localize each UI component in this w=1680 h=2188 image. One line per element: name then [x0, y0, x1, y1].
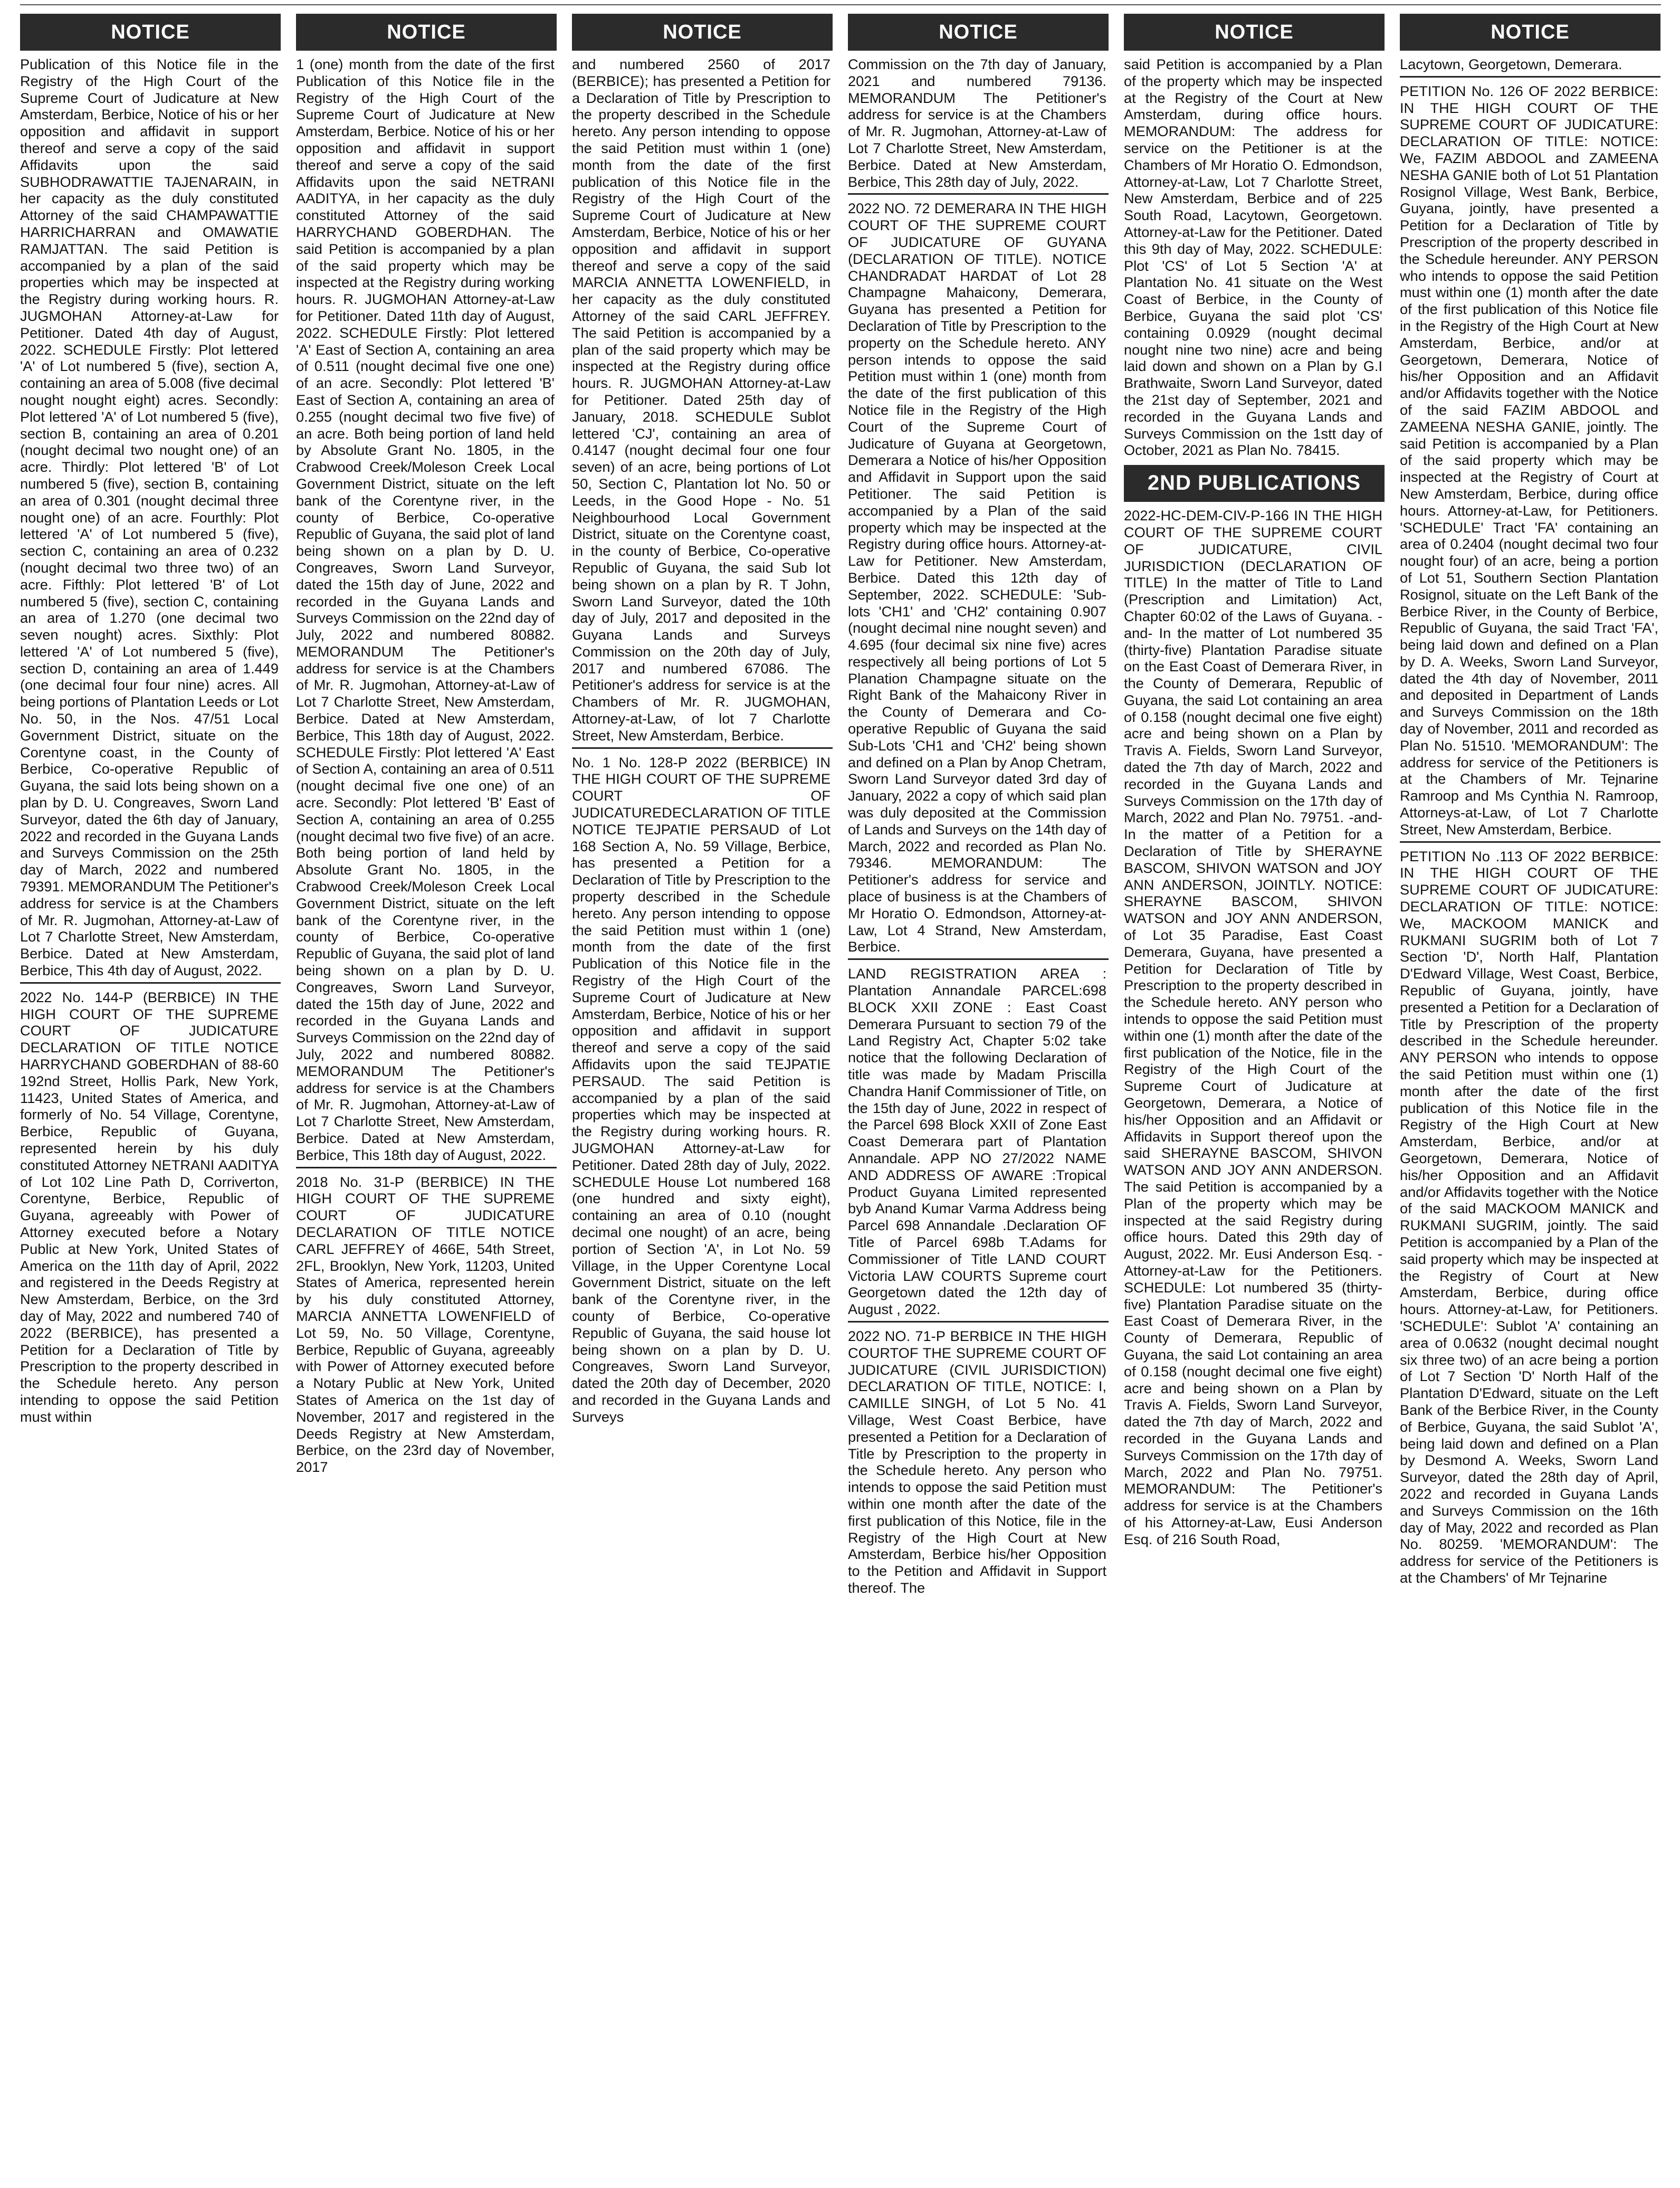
column-body — [1124, 56, 1385, 1548]
notice-paragraph: LAND REGISTRATION AREA : Plantation Annandale PARCEL:698 BLOCK XXII ZONE : East Coast Demerara Pursuant to section 79 of the Land Registry Act, Chapter 5:02 take notice that the following Declaration of title was made by Madam Priscilla Chandra Hanif Commissioner of Title, on the 15th day of June, 2022 in respect of the Parcel 698 Block XXII of Zone East Coast Demerara part of Plantation Annandale. APP NO 27/2022 NAME AND ADDRESS OF AWARE :Tropical Product Guyana Limited represented byb Anand Kumar Varma Address being Parcel 698 Annandale .Declaration OF Title of Parcel 698b T.Adams for Commissioner of Title LAND COURT Victoria LAW COURTS Supreme court Georgetown dated the 12th day of August , 2022. — [848, 965, 1106, 1318]
column-body — [20, 56, 281, 1425]
notice-divider — [572, 747, 833, 749]
notice-divider — [20, 982, 281, 984]
notice-paragraph: 2022 NO. 72 DEMERARA IN THE HIGH COURT OF THE SUPREME COURT OF JUDICATURE OF GUYANA (DECLARATION OF TITLE). NOTICE CHANDRADAT HARDAT of Lot 28 Champagne Mahaicony, Demerara, Guyana has presented a Petition for Declaration of Title by Prescription to the property on the Schedule hereto. ANY person intends to oppose the said Petition must within 1 (one) month from the date of the first publication of this Notice file in the Registry of the High Court of the Supreme Court of Judicature of Guyana at Georgetown, Demerara a Notice of his/her Opposition and Affidavit in Support upon the said Petitioner. The said Petition is accompanied by a Plan of the said property which may be inspected at the Registry during office hours. Attorney-at-Law for Petitioner. New Amsterdam, Berbice. Dated this 12th day of September, 2022. SCHEDULE: 'Sub-lots 'CH1' and 'CH2' containing 0.907 (nought decimal nine nought seven) and 4.695 (four decimal six nine five) acres respectively all being portions of Lot 5 Planation Champagne situate on the Right Bank of the Mahaicony River in the County of Demerara and Co-operative Republic of Guyana the said Sub-Lots 'CH1 and 'CH2' being shown and defined on a Plan by Anop Chetram, Sworn Land Surveyor dated 3rd day of January, 2022 a copy of which said plan was duly deposited at the Commission of Lands and Surveys on the 14th day of March, 2022 and recorded as Plan No. 79346. MEMORANDUM: The Petitioner's address for service and place of business is at the Chambers of Mr Horatio O. Edmondson, Attorney-at-Law, Lot 4 Strand, New Amsterdam, Berbice. — [848, 200, 1106, 955]
notice-banner: NOTICE — [1400, 14, 1660, 51]
notice-paragraph: Commission on the 7th day of January, 2021 and numbered 79136. MEMORANDUM The Petitioner's address for service is at the Chambers of Mr. R. Jugmohan, Attorney-at-Law of Lot 7 Charlotte Street, New Amsterdam, Berbice. Dated at New Amsterdam, Berbice, This 28th day of July, 2022. — [848, 56, 1106, 190]
top-rule — [20, 4, 1661, 5]
column-1 — [20, 14, 281, 2183]
column-3 — [572, 14, 833, 2183]
notice-divider — [1400, 76, 1660, 78]
notice-banner: NOTICE — [20, 14, 281, 51]
notice-paragraph: Lacytown, Georgetown, Demerara. — [1400, 56, 1622, 72]
column-body — [572, 56, 833, 1425]
notice-paragraph: PETITION No .113 OF 2022 BERBICE: IN THE HIGH COURT OF THE SUPREME COURT OF JUDICATURE: DECLARATION OF TITLE: NOTICE: We, MACKOOM MANICK and RUKMANI SUGRIM both of Lot 7 Section 'D', North Half, Plantation D'Edward Village, West Coast, Berbice, Republic of Guyana, jointly, have presented a Petition for a Declaration of Title by Prescription of the property described in the Schedule hereunder. ANY PERSON who intends to oppose the said Petition must within one (1) month after the date of the first publication of this Notice file in the Registry of the High Court at New Amsterdam, Berbice, and/or at Georgetown, Demerara, Notice of his/her Opposition and an Affidavit and/or Affidavits together with the Notice of the said MACKOOM MANICK and RUKMANI SUGRIM, jointly. The said Petition is accompanied by a Plan of the said property which may be inspected at the Registry of Court at New Amsterdam, Berbice, during office hours. Attorney-at-Law, for Petitioners. 'SCHEDULE': Sublot 'A' containing an area of 0.0632 (nought decimal nought six three two) of an acre being a portion of Lot 7 Section 'D' North Half of the Plantation D'Edward, situate on the Left Bank of the Berbice River, in the County of Berbice, Guyana, the said Sublot 'A', being laid down and defined on a Plan by Desmond A. Weeks, Sworn Land Surveyor, dated the 28th day of April, 2022 and recorded in Guyana Lands and Surveys Commission on the 16th day of May, 2022 and recorded as Plan No. 80259. 'MEMORANDUM': The address for service of the Petitioners is at the Chambers' of Mr Tejnarine — [1400, 848, 1658, 1586]
column-4 — [848, 14, 1109, 2183]
notice-paragraph: Publication of this Notice file in the Registry of the High Court of the Supreme Court of Judicature at New Amsterdam, Berbice, Notice of his or her opposition and affidavit in support thereof and serve a copy of the said Affidavits upon the said SUBHODRAWATTIE TAJENARAIN, in her capacity as the duly constituted Attorney of the said CHAMPAWATTIE HARRICHARRAN and OMAWATIE RAMJATTAN. The said Petition is accompanied by a plan of the said properties which may be inspected at the Registry during working hours. R. JUGMOHAN Attorney-at-Law for Petitioner. Dated 4th day of August, 2022. SCHEDULE Firstly: Plot lettered 'A' of Lot numbered 5 (five), section A, containing an area of 5.008 (five decimal nought nought eight) acres. Secondly: Plot lettered 'A' of Lot numbered 5 (five), section B, containing an area of 0.201 (nought decimal two nought one) of an acre. Thirdly: Plot lettered 'B' of Lot numbered 5 (five), section B, containing an area of 0.301 (nought decimal three nought one) of an acre. Fourthly: Plot lettered 'A' of Lot numbered 5 (five), section C, containing an area of 0.232 (nought decimal two three two) of an acre. Fifthly: Plot lettered 'B' of Lot numbered 5 (five), section C, containing an area of 1.270 (one decimal two seven nought) acres. Sixthly: Plot lettered 'A' of Lot numbered 5 (five), section D, containing an area of 1.449 (one decimal four four nine) acres. All being portions of Plantation Leeds or Lot No. 50, in the Nos. 47/51 Local Government District, situate on the Corentyne coast, in the County of Berbice, Co-operative Republic of Guyana, the said lots being shown on a plan by D. U. Congreaves, Sworn Land Surveyor, dated the 6th day of January, 2022 and recorded in the Guyana Lands and Surveys Commission on the 25th day of March, 2022 and numbered 79391. MEMORANDUM The Petitioner's address for service is at the Chambers of Mr. R. Jugmohan, Attorney-at-Law of Lot 7 Charlotte Street, New Amsterdam, Berbice. Dated at New Amsterdam, Berbice, This 4th day of August, 2022. — [20, 56, 279, 979]
notice-paragraph: 2018 No. 31-P (BERBICE) IN THE HIGH COURT OF THE SUPREME COURT OF JUDICATURE DECLARATION OF TITLE NOTICE CARL JEFFREY of 466E, 54th Street, 2FL, Brooklyn, New York, 11203, United States of America, represented herein by his duly constituted Attorney, MARCIA ANNETTA LOWENFIELD of Lot 59, No. 50 Village, Corentyne, Berbice, Republic of Guyana, agreeably with Power of Attorney executed before a Notary Public at New York, United States of America on the 1st day of November, 2017 and registered in the Deeds Registry at New Amsterdam, Berbice, on the 23rd day of November, 2017 — [296, 1173, 555, 1476]
notice-divider — [848, 958, 1109, 960]
column-body — [296, 56, 557, 1476]
notice-paragraph: No. 1 No. 128-P 2022 (BERBICE) IN THE HIGH COURT OF THE SUPREME COURT OF JUDICATUREDECLARATION OF TITLE NOTICE TEJPATIE PERSAUD of Lot 168 Section A, No. 59 Village, Berbice, has presented a Petition for a Declaration of Title by Prescription to the property described in the Schedule hereto. Any person intending to oppose the said Petition must within 1 (one) month from the date of the first Publication of this Notice file in the Registry of the High Court of the Supreme Court of Judicature at New Amsterdam, Berbice, Notice of his or her opposition and affidavit in support thereof and serve a copy of the said Affidavits upon the said TEJPATIE PERSAUD. The said Petition is accompanied by a plan of the said properties which may be inspected at the Registry during working hours. R. JUGMOHAN Attorney-at-Law for Petitioner. Dated 28th day of July, 2022. SCHEDULE House Lot numbered 168 (one hundred and sixty eight), containing an area of 0.10 (nought decimal one nought) of an acre, being portion of Section 'A', in Lot No. 59 Village, in the Upper Corentyne Local Government District, situate on the left bank of the Corentyne river, in the county of Berbice, Co-operative Republic of Guyana, the said house lot being shown on a plan by D. U. Congreaves, Sworn Land Surveyor, dated the 20th day of December, 2020 and recorded in the Guyana Lands and Surveys — [572, 754, 831, 1425]
column-body — [1400, 56, 1660, 1586]
notice-banner: NOTICE — [572, 14, 833, 51]
notice-banner: NOTICE — [848, 14, 1109, 51]
notice-paragraph: PETITION No. 126 OF 2022 BERBICE: IN THE HIGH COURT OF THE SUPREME COURT OF JUDICATURE: DECLARATION OF TITLE: NOTICE: We, FAZIM ABDOOL and ZAMEENA NESHA GANIE both of Lot 51 Plantation Rosignol Village, West Bank, Berbice, Guyana, jointly, have presented a Petition for a Declaration of Title by Prescription of the property described in the Schedule hereunder. ANY PERSON who intends to oppose the said Petition must within one (1) month after the date of the first publication of this Notice file in the Registry of the High Court at New Amsterdam, Berbice, and/or at Georgetown, Demerara, Notice of his/her Opposition and an Affidavit and/or Affidavits together with the Notice of the said FAZIM ABDOOL and ZAMEENA NESHA GANIE, jointly. The said Petition is accompanied by a Plan of the said property which may be inspected at the Registry of Court at New Amsterdam, Berbice, during office hours. Attorney-at-Law, for Petitioners. 'SCHEDULE' Tract 'FA' containing an area of 0.2404 (nought decimal two four nought four) of an acre, being a portion of Lot 51, Southern Section Plantation Rosignol, situate on the Left Bank of the Berbice River, in the County of Berbice, Republic of Guyana, the said Tract 'FA', being laid down and defined on a Plan by D. A. Weeks, Sworn Land Surveyor, dated the 4th day of November, 2011 and deposited in Department of Lands and Surveys Commission on the 18th day of November, 2011 and recorded as Plan No. 51510. 'MEMORANDUM': The address for service of the Petitioners is at the Chambers of Mr. Tejnarine Ramroop and Ms Cynthia N. Ramroop, Attorneys-at-Law, of Lot 7 Charlotte Street, New Amsterdam, Berbice. — [1400, 82, 1658, 838]
notice-paragraph: said Petition is accompanied by a Plan of the property which may be inspected at the Registry of the Court at New Amsterdam, during office hours. MEMORANDUM: The address for service on the Petitioner is at the Chambers of Mr Horatio O. Edmondson, Attorney-at-Law, Lot 7 Charlotte Street, New Amsterdam, Berbice and of 225 South Road, Lacytown, Georgetown. Attorney-at-Law for the Petitioner. Dated this 9th day of May, 2022. SCHEDULE: Plot 'CS' of Lot 5 Section 'A' at Plantation No. 41 situate on the West Coast of Berbice, in the County of Berbice, Guyana the said plot 'CS' containing 0.0929 (nought decimal nought nine two nine) acre and being laid down and shown on a Plan by G.I Brathwaite, Sworn Land Surveyor, dated the 21st day of September, 2021 and recorded in the Guyana Lands and Surveys Commission on the 1stt day of October, 2021 as Plan No. 78415. — [1124, 56, 1382, 459]
column-6 — [1400, 14, 1660, 2183]
notice-paragraph: 1 (one) month from the date of the first Publication of this Notice file in the Registry of the High Court of the Supreme Court of Judicature at New Amsterdam, Berbice. Notice of his or her opposition and affidavit in support thereof and serve a copy of the said Affidavits upon the said NETRANI AADITYA, in her capacity as the duly constituted Attorney of the said HARRYCHAND GOBERDHAN. The said Petition is accompanied by a plan of the said property which may be inspected at the Registry during working hours. R. JUGMOHAN Attorney-at-Law for Petitioner. Dated 11th day of August, 2022. SCHEDULE Firstly: Plot lettered 'A' East of Section A, containing an area of 0.511 (nought decimal five one one) of an acre. Secondly: Plot lettered 'B' East of Section A, containing an area of 0.255 (nought decimal two five five) of an acre. Both being portion of land held by Absolute Grant No. 1805, in the Crabwood Creek/Moleson Creek Local Government District, situate on the left bank of the Corentyne river, in the county of Berbice, Co-operative Republic of Guyana, the said plot of land being shown on a plan by D. U. Congreaves, Sworn Land Surveyor, dated the 15th day of June, 2022 and recorded in the Guyana Lands and Surveys Commission on the 22nd day of July, 2022 and numbered 80882. MEMORANDUM The Petitioner's address for service is at the Chambers of Mr. R. Jugmohan, Attorney-at-Law of Lot 7 Charlotte Street, New Amsterdam, Berbice. Dated at New Amsterdam, Berbice, This 18th day of August, 2022. SCHEDULE Firstly: Plot lettered 'A' East of Section A, containing an area of 0.511 (nought decimal five one one) of an acre. Secondly: Plot lettered 'B' East of Section A, containing an area of 0.255 (nought decimal two five five) of an acre. Both being portion of land held by Absolute Grant No. 1805, in the Crabwood Creek/Moleson Creek Local Government District, situate on the left bank of the Corentyne river, in the county of Berbice, Co-operative Republic of Guyana, the said plot of land being shown on a plan by D. U. Congreaves, Sworn Land Surveyor, dated the 15th day of June, 2022 and recorded in the Guyana Lands and Surveys Commission on the 22nd day of July, 2022 and numbered 80882. MEMORANDUM The Petitioner's address for service is at the Chambers of Mr. R. Jugmohan, Attorney-at-Law of Lot 7 Charlotte Street, New Amsterdam, Berbice. Dated at New Amsterdam, Berbice, This 18th day of August, 2022. — [296, 56, 555, 1163]
notice-paragraph: 2022-HC-DEM-CIV-P-166 IN THE HIGH COURT OF THE SUPREME COURT OF JUDICATURE, CIVIL JURISDICTION (DECLARATION OF TITLE) In the matter of Title to Land (Prescription and Limitation) Act, Chapter 60:02 of the Laws of Guyana. -and- In the matter of Lot numbered 35 (thirty-five) Plantation Paradise situate on the East Coast of Demerara River, in the County of Demerara, Republic of Guyana, the said Lot containing an area of 0.158 (nought decimal one five eight) acre and being shown on a Plan by Travis A. Fields, Sworn Land Surveyor, dated the 7th day of March, 2022 and recorded in the Guyana Lands and Surveys Commission on the 17th day of March, 2022 and Plan No. 79751. -and- In the matter of a Petition for a Declaration of Title by SHERAYNE BASCOM, SHIVON WATSON and JOY ANN ANDERSON, JOINTLY. NOTICE: SHERAYNE BASCOM, SHIVON WATSON and JOY ANN ANDERSON, of Lot 35 Paradise, East Coast Demerara, Guyana, have presented a Petition for Declaration of Title by Prescription to the property described in the Schedule hereto. ANY person who intends to oppose the said Petition must within one (1) month after the date of the first publication of the Notice, file in the Registry of the High Court of the Supreme Court of Judicature at Georgetown, Demerara, a Notice of his/her Opposition and an Affidavit or Affidavits in Support thereof upon the said SHERAYNE BASCOM, SHIVON WATSON AND JOY ANN ANDERSON. The said Petition is accompanied by a Plan of the property which may be inspected at the said Registry during office hours. Dated this 29th day of August, 2022. Mr. Eusi Anderson Esq. - Attorney-at-Law for the Petitioners. SCHEDULE: Lot numbered 35 (thirty-five) Plantation Paradise situate on the East Coast of Demerara River, in the County of Demerara, Republic of Guyana, the said Lot containing an area of 0.158 (nought decimal one five eight) acre and being shown on a Plan by Travis A. Fields, Sworn Land Surveyor, dated the 7th day of March, 2022 and recorded in the Guyana Lands and Surveys Commission on the 17th day of March, 2022 and Plan No. 79751. MEMORANDUM: The Petitioner's address for service is at the Chambers of his Attorney-at-Law, Eusi Anderson Esq. of 216 South Road, — [1124, 507, 1382, 1547]
notice-divider — [848, 193, 1109, 195]
notice-paragraph: and numbered 2560 of 2017 (BERBICE); has presented a Petition for a Declaration of Title by Prescription to the property described in the Schedule hereto. Any person intending to oppose the said Petition must within 1 (one) month from the date of the first publication of this Notice file in the Registry of the High Court of the Supreme Court of Judicature at New Amsterdam, Berbice, Notice of his or her opposition and affidavit in support thereof and serve a copy of the said MARCIA ANNETTA LOWENFIELD, in her capacity as the duly constituted Attorney of the said CARL JEFFREY. The said Petition is accompanied by a plan of the said property which may be inspected at the Registry during office hours. R. JUGMOHAN Attorney-at-Law for Petitioner. Dated 25th day of January, 2018. SCHEDULE Sublot lettered 'CJ', containing an area of 0.4147 (nought decimal four one four seven) of an acre, being portions of Lot 50, Section C, Plantation lot No. 50 or Leeds, in the Good Hope - No. 51 Neighbourhood Local Government District, situate on the Corentyne coast, in the county of Berbice, Co-operative Republic of Guyana, the said Sub lot being shown on a plan by R. T John, Sworn Land Surveyor, dated the 10th day of July, 2017 and deposited in the Guyana Lands and Surveys Commission on the 20th day of July, 2017 and numbered 67086. The Petitioner's address for service is at the Chambers of Mr. R. JUGMOHAN, Attorney-at-Law, of lot 7 Charlotte Street, New Amsterdam, Berbice. — [572, 56, 831, 744]
notice-banner: NOTICE — [1124, 14, 1385, 51]
notice-banner: NOTICE — [296, 14, 557, 51]
column-2 — [296, 14, 557, 2183]
column-5 — [1124, 14, 1385, 2183]
notice-divider — [1400, 841, 1660, 843]
newspaper-page — [20, 0, 1661, 2188]
notice-divider — [848, 1321, 1109, 1323]
notice-paragraph: 2022 No. 144-P (BERBICE) IN THE HIGH COURT OF THE SUPREME COURT OF JUDICATURE DECLARATION OF TITLE NOTICE HARRYCHAND GOBERDHAN of 88-60 192nd Street, Hollis Park, New York, 11423, United States of America, and formerly of No. 54 Village, Corentyne, Berbice, Republic of Guyana, represented herein by his duly constituted Attorney NETRANI AADITYA of Lot 102 Line Path D, Corriverton, Corentyne, Berbice, Republic of Guyana, agreeably with Power of Attorney executed before a Notary Public at New York, United States of America on the 11th day of April, 2022 and registered in the Deeds Registry at New Amsterdam, Berbice, on the 3rd day of May, 2022 and numbered 740 of 2022 (BERBICE), has presented a Petition for a Declaration of Title by Prescription to the property described in the Schedule hereto. Any person intending to oppose the said Petition must within — [20, 988, 279, 1425]
notice-divider — [296, 1167, 557, 1168]
notice-paragraph: 2022 NO. 71-P BERBICE IN THE HIGH COURTOF THE SUPREME COURT OF JUDICATURE (CIVIL JURISDICTION) DECLARATION OF TITLE, NOTICE: I, CAMILLE SINGH, of Lot 5 No. 41 Village, West Coast Berbice, have presented a Petition for a Declaration of Title by Prescription to the property in the Schedule hereto. Any person who intends to oppose the said Petition must within one month after the date of the first publication of this Notice, file in the Registry of the High Court at New Amsterdam, Berbice his/her Opposition to the Petition and Affidavit in Support thereof. The — [848, 1327, 1106, 1596]
second-publications-banner: 2ND PUBLICATIONS — [1124, 465, 1385, 502]
column-body — [848, 56, 1109, 1596]
